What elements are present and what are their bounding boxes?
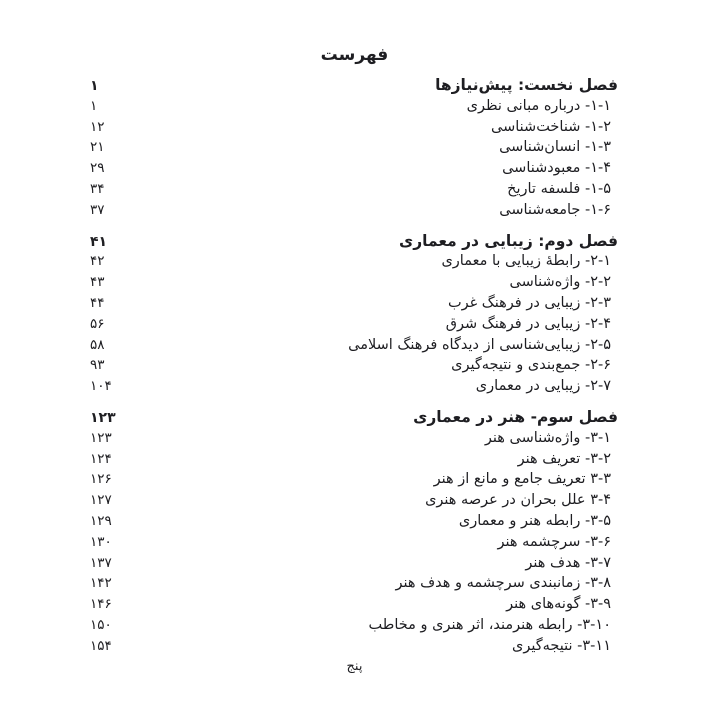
toc-entry [90, 293, 618, 314]
entry-label: ۳-۲- تعریف هنر [517, 450, 611, 467]
toc-entry [90, 158, 618, 179]
toc-entry [90, 314, 618, 335]
chapter-heading-label: فصل سوم- هنر در معماری [413, 407, 618, 426]
entry-label: ۳-۱۰- رابطه هنرمند، اثر هنری و مخاطب [368, 616, 611, 633]
entry-page-number: ۱۲۴ [90, 450, 112, 467]
entry-page-number: ۱۰۴ [90, 378, 112, 395]
toc-entry [90, 636, 618, 657]
toc-entry [90, 594, 618, 615]
entry-page-number: ۱۴۶ [90, 596, 112, 613]
toc-entry [90, 251, 618, 272]
entry-label: ۲-۲- واژه‌شناسی [509, 274, 611, 291]
entry-page-number: ۱۴۲ [90, 575, 112, 592]
chapter-heading [90, 407, 618, 428]
entry-page-number: ۱۲ [90, 118, 105, 135]
entry-label: ۳-۱- واژه‌شناسی هنر [484, 429, 611, 446]
entry-page-number: ۴۲ [90, 253, 105, 270]
entry-label: ۱-۱- درباره مبانی نظری [466, 97, 611, 114]
entry-page-number: ۱۵۴ [90, 637, 112, 654]
entry-page-number: ۵۶ [90, 315, 105, 332]
chapter-block-2 [90, 231, 618, 397]
entry-page-number: ۴۴ [90, 294, 105, 311]
footer-page-word: پنج [346, 659, 363, 674]
toc-entry [90, 469, 618, 490]
entry-label: ۳-۷- هدف هنر [525, 554, 611, 571]
entry-page-number: ۱۳۰ [90, 533, 112, 550]
toc-entry [90, 179, 618, 200]
entry-label: ۳-۳ تعریف جامع و مانع از هنر [433, 471, 611, 488]
entry-label: ۲-۴- زیبایی در فرهنگ شرق [445, 315, 611, 332]
toc-entry [90, 511, 618, 532]
entry-label: ۳-۵- رابطه هنر و معماری [458, 512, 611, 529]
toc-entry [90, 553, 618, 574]
entry-label: ۱-۴- معبودشناسی [502, 160, 611, 177]
chapter-block-1 [90, 75, 618, 221]
entry-page-number: ۳۷ [90, 201, 105, 218]
chapter-heading [90, 231, 618, 252]
entry-label: ۳-۸- زمانبندی سرچشمه و هدف هنر [395, 575, 611, 592]
toc-entry [90, 376, 618, 397]
chapter-page-number: ۴۱ [90, 233, 108, 250]
entry-page-number: ۳۴ [90, 180, 105, 197]
chapter-page-number: ۱ [90, 78, 99, 94]
chapter-block-3 [90, 407, 618, 657]
entry-page-number: ۱۲۹ [90, 512, 112, 529]
entry-label: ۲-۵- زیبایی‌شناسی از دیدگاه فرهنگ اسلامی [348, 336, 611, 353]
table-of-contents [90, 75, 618, 657]
entry-label: ۲-۱- رابطهٔ زیبایی با معماری [441, 253, 611, 270]
toc-entry [90, 573, 618, 594]
toc-entry [90, 449, 618, 470]
page-title: فهرست [320, 45, 389, 65]
toc-entry [90, 490, 618, 511]
entry-page-number: ۱۳۷ [90, 554, 112, 571]
chapter-heading [90, 75, 618, 96]
toc-entry [90, 96, 618, 117]
entry-label: ۲-۷- زیبایی در معماری [475, 378, 611, 395]
toc-entry [90, 117, 618, 138]
entry-page-number: ۴۳ [90, 274, 105, 291]
toc-entry [90, 272, 618, 293]
toc-entry [90, 532, 618, 553]
entry-page-number: ۵۸ [90, 336, 105, 353]
chapter-page-number: ۱۲۳ [90, 409, 116, 426]
entry-label: ۱-۳- انسان‌شناسی [499, 139, 611, 156]
toc-entry [90, 615, 618, 636]
entry-page-number: ۲۹ [90, 160, 105, 177]
toc-entry [90, 137, 618, 158]
entry-label: ۳-۹- گونه‌های هنر [506, 596, 611, 613]
entry-page-number: ۱۲۷ [90, 492, 112, 509]
entry-label: ۱-۵- فلسفه تاریخ [507, 180, 611, 197]
entry-label: ۳-۴ علل بحران در عرصه هنری [425, 492, 611, 509]
entry-page-number: ۲۱ [90, 139, 105, 156]
entry-page-number: ۹۳ [90, 357, 105, 374]
entry-page-number: ۱۲۶ [90, 471, 112, 488]
entry-label: ۲-۶- جمع‌بندی و نتیجه‌گیری [451, 357, 611, 374]
entry-page-number: ۱۲۳ [90, 429, 112, 446]
chapter-heading-label: فصل دوم: زیبایی در معماری [399, 231, 618, 250]
entry-label: ۱-۲- شناخت‌شناسی [491, 118, 611, 135]
entry-page-number: ۱ [90, 97, 98, 114]
entry-label: ۳-۶- سرچشمه هنر [497, 533, 611, 550]
chapter-heading-label: فصل نخست: پیش‌نیازها [435, 76, 618, 94]
toc-entry [90, 335, 618, 356]
toc-entry [90, 355, 618, 376]
entry-page-number: ۱۵۰ [90, 616, 112, 633]
toc-entry [90, 428, 618, 449]
entry-label: ۱-۶- جامعه‌شناسی [499, 201, 611, 218]
entry-label: ۲-۳- زیبایی در فرهنگ غرب [447, 294, 611, 311]
entry-label: ۳-۱۱- نتیجه‌گیری [512, 637, 611, 654]
toc-entry [90, 200, 618, 221]
